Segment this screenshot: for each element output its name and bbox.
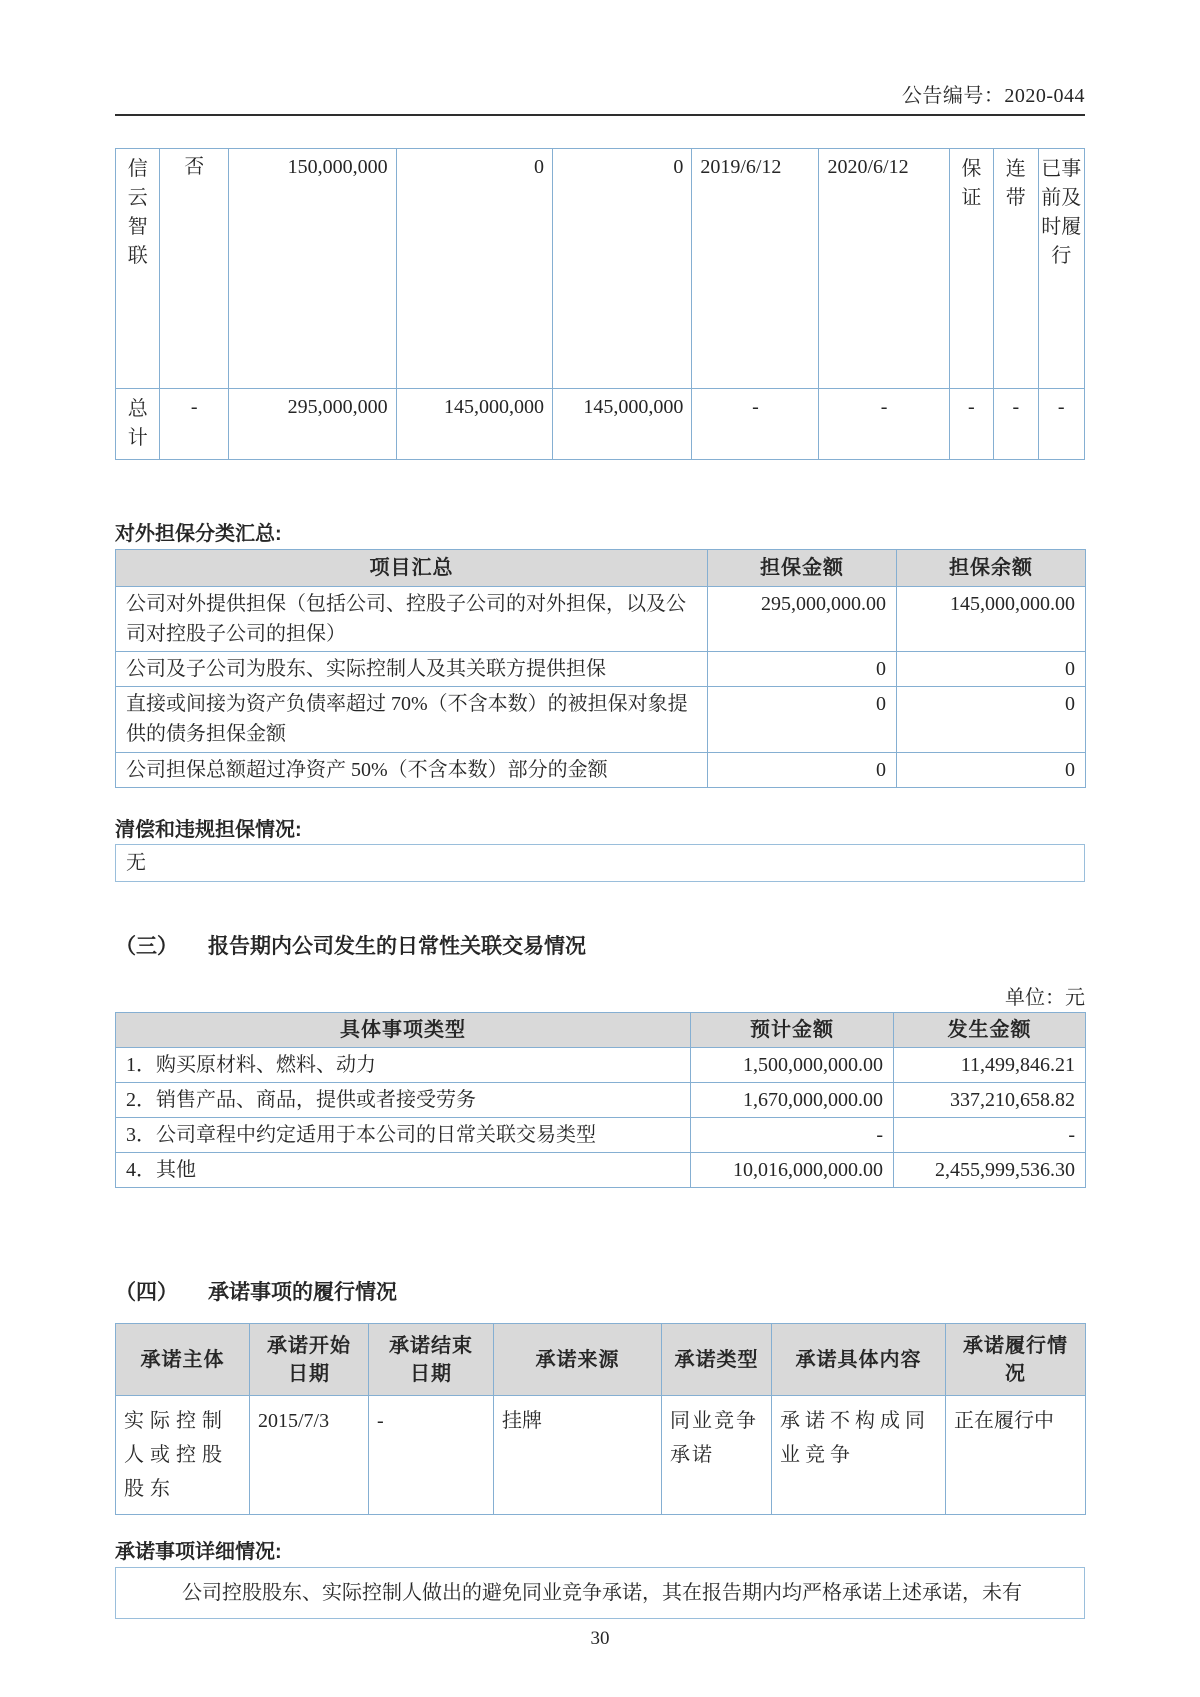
col-header-start-date: 承诺开始日期 (250, 1324, 369, 1396)
cell-actual: 11,499,846.21 (894, 1048, 1086, 1083)
cell-liability: 连带 (994, 149, 1038, 389)
breach-content-box: 无 (115, 844, 1085, 882)
cell-status: 正在履行中 (946, 1396, 1086, 1515)
cell-status: - (1038, 389, 1085, 460)
section3-title: 报告期内公司发生的日常性关联交易情况 (208, 935, 586, 958)
cell-status: 已事前及时履行 (1038, 149, 1085, 389)
cell-item: 公司对外提供担保（包括公司、控股子公司的对外担保，以及公司对控股子公司的担保） (116, 587, 708, 652)
col-header-item-type: 具体事项类型 (116, 1013, 691, 1048)
summary-row (116, 587, 1086, 652)
transactions-header-row (116, 1013, 1086, 1048)
cell-actual: 337,210,658.82 (894, 1083, 1086, 1118)
commitment-detail-box (115, 1567, 1085, 1619)
doc-number: 公告编号：2020-044 (901, 85, 1085, 107)
commitments-table (115, 1323, 1086, 1515)
header-rule (115, 114, 1085, 116)
col-header-source: 承诺来源 (494, 1324, 662, 1396)
cell-guarantee-type: - (949, 389, 993, 460)
cell-content: 承诺不构成同业竞争 (772, 1396, 946, 1515)
section3-heading (115, 932, 1085, 962)
cell-type: 同业竞争承诺 (662, 1396, 772, 1515)
cell-amount: 295,000,000 (229, 389, 397, 460)
cell-actual: - (894, 1118, 1086, 1153)
col-header-content: 承诺具体内容 (772, 1324, 946, 1396)
col-header-actual: 发生金额 (894, 1013, 1086, 1048)
cell-actual: 2,455,999,536.30 (894, 1153, 1086, 1188)
guarantee-summary-label: 对外担保分类汇总: (115, 523, 282, 545)
transaction-row (116, 1153, 1086, 1188)
transaction-row (116, 1083, 1086, 1118)
cell-amount: 0 (708, 652, 897, 687)
cell-balance: 0 (897, 687, 1086, 753)
cell-entity: 总计 (116, 389, 160, 460)
cell-amount: 0 (708, 753, 897, 788)
commitment-detail-text: 公司控股股东、实际控制人做出的避免同业竞争承诺，其在报告期内均严格承诺上述承诺，未有 (182, 1582, 1022, 1604)
cell-source: 挂牌 (494, 1396, 662, 1515)
cell-item: 公司及子公司为股东、实际控制人及其关联方提供担保 (116, 652, 708, 687)
cell-expected: 10,016,000,000.00 (691, 1153, 894, 1188)
cell-balance: 0 (553, 149, 692, 389)
cell-balance: 0 (897, 652, 1086, 687)
col-header-status: 承诺履行情况 (946, 1324, 1086, 1396)
cell-item: 3．公司章程中约定适用于本公司的日常关联交易类型 (116, 1118, 691, 1153)
guarantee-row-total (116, 389, 1085, 460)
unit-label: 单位：元 (1005, 987, 1085, 1009)
col-header-balance: 担保余额 (897, 550, 1086, 587)
cell-amount: 150,000,000 (229, 149, 397, 389)
section3-number: （三） (115, 935, 178, 958)
cell-item: 4．其他 (116, 1153, 691, 1188)
cell-end-date: - (369, 1396, 494, 1515)
guarantee-row-entity (116, 149, 1085, 389)
cell-start-date: 2019/6/12 (692, 149, 819, 389)
cell-actual-amount: 0 (396, 149, 552, 389)
summary-header-row (116, 550, 1086, 587)
cell-expected: 1,500,000,000.00 (691, 1048, 894, 1083)
cell-item: 2．销售产品、商品，提供或者接受劳务 (116, 1083, 691, 1118)
section4-heading (115, 1278, 1085, 1308)
cell-end-date: 2020/6/12 (819, 149, 949, 389)
cell-start-date: - (692, 389, 819, 460)
page-number: 30 (590, 1628, 610, 1649)
cell-item: 1．购买原材料、燃料、动力 (116, 1048, 691, 1083)
summary-row (116, 753, 1086, 788)
cell-start-date: 2015/7/3 (250, 1396, 369, 1515)
transaction-row (116, 1118, 1086, 1153)
summary-row (116, 687, 1086, 753)
cell-balance: 0 (897, 753, 1086, 788)
commitment-row (116, 1396, 1086, 1515)
col-header-item: 项目汇总 (116, 550, 708, 587)
guarantee-continued-table (115, 148, 1085, 460)
commitments-header-row (116, 1324, 1086, 1396)
guarantee-summary-table (115, 549, 1086, 788)
cell-guarantee-type: 保证 (949, 149, 993, 389)
cell-liability: - (994, 389, 1038, 460)
summary-row (116, 652, 1086, 687)
related-transactions-table (115, 1012, 1086, 1188)
cell-item: 直接或间接为资产负债率超过 70%（不含本数）的被担保对象提供的债务担保金额 (116, 687, 708, 753)
col-header-amount: 担保金额 (708, 550, 897, 587)
cell-end-date: - (819, 389, 949, 460)
section4-title: 承诺事项的履行情况 (208, 1281, 397, 1304)
section4-number: （四） (115, 1281, 178, 1304)
cell-is-related: - (160, 389, 229, 460)
commitment-detail-label: 承诺事项详细情况: (115, 1541, 282, 1563)
cell-expected: 1,670,000,000.00 (691, 1083, 894, 1118)
cell-expected: - (691, 1118, 894, 1153)
cell-amount: 0 (708, 687, 897, 753)
col-header-expected: 预计金额 (691, 1013, 894, 1048)
cell-entity: 信云智联 (116, 149, 160, 389)
col-header-type: 承诺类型 (662, 1324, 772, 1396)
cell-balance: 145,000,000.00 (897, 587, 1086, 652)
cell-item: 公司担保总额超过净资产 50%（不含本数）部分的金额 (116, 753, 708, 788)
cell-actual-amount: 145,000,000 (396, 389, 552, 460)
cell-balance: 145,000,000 (553, 389, 692, 460)
col-header-end-date: 承诺结束日期 (369, 1324, 494, 1396)
cell-amount: 295,000,000.00 (708, 587, 897, 652)
transaction-row (116, 1048, 1086, 1083)
cell-is-related: 否 (160, 149, 229, 389)
col-header-subject: 承诺主体 (116, 1324, 250, 1396)
cell-subject: 实际控制人或控股股东 (116, 1396, 250, 1515)
breach-label: 清偿和违规担保情况: (115, 819, 302, 841)
